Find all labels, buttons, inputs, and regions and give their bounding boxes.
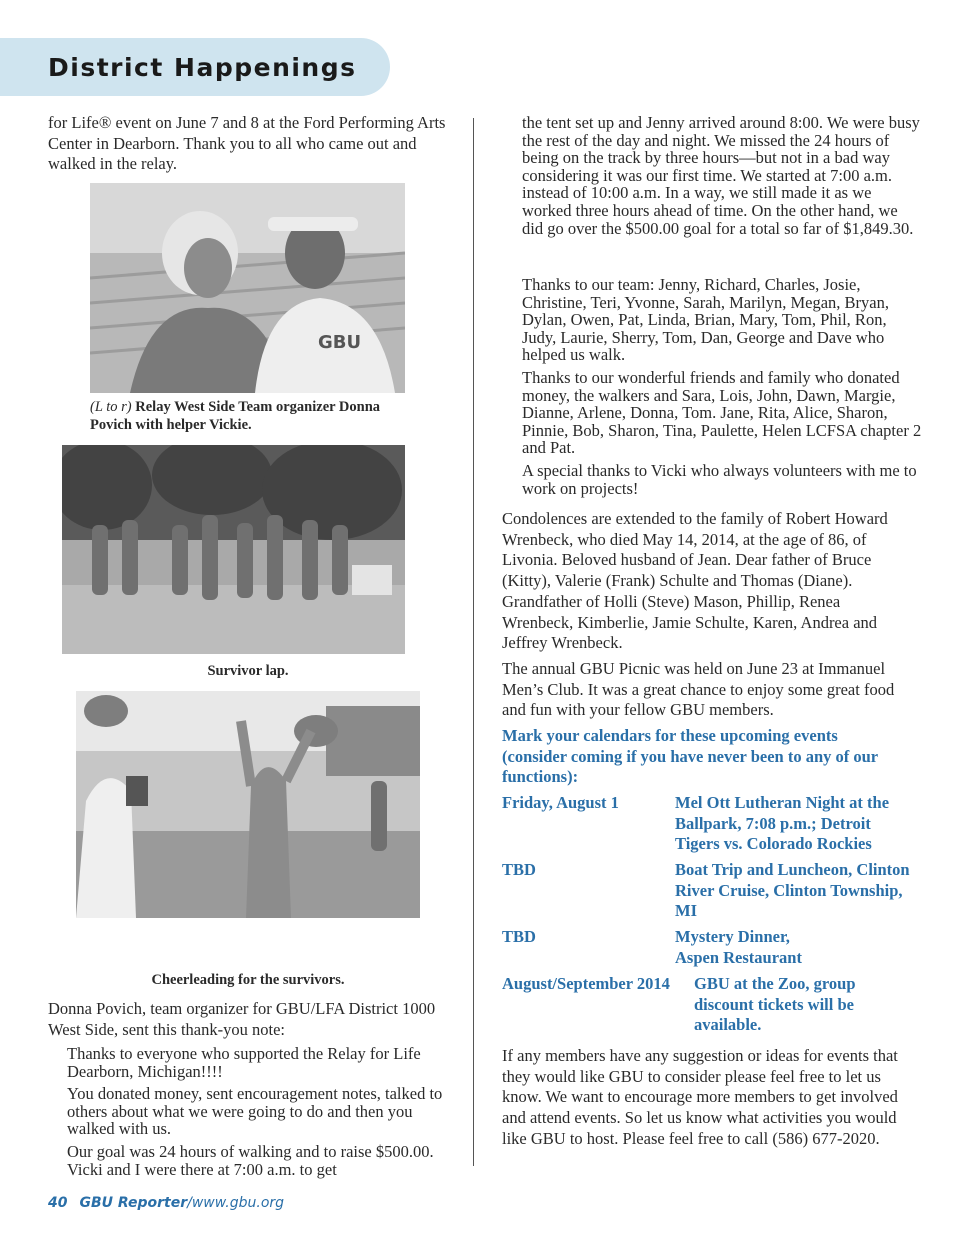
event-desc-3: Mystery Dinner, Aspen Restaurant xyxy=(675,927,802,967)
quote-paragraph-6: Thanks to our wonderful friends and family who donated money, the walkers and Sara, Lois, John, Dawn, Margie, Dianne, Arlene, Donna, Tom. Jane, Rita, Alice, Sharon, Pinnie, Bob, Sharon, Tina, Paulette, Helen LCFSA chapter 2 and Pat. xyxy=(522,368,922,458)
page-number: 40 xyxy=(48,1195,68,1211)
photo-survivor-lap xyxy=(62,445,405,654)
quote-paragraph-1: Thanks to everyone who supported the Relay for Life Dearborn, Michigan!!!! xyxy=(67,1044,421,1081)
photo-caption-1 xyxy=(90,398,420,434)
photo-caption-3: Cheerleading for the survivors. xyxy=(151,972,345,988)
svg-text:GBU: GBU xyxy=(318,332,362,353)
footer-brand: GBU Reporter xyxy=(79,1195,188,1211)
event-date-2: TBD xyxy=(502,860,536,879)
event-date-4: August/September 2014 xyxy=(502,974,670,993)
photo-cheerleading xyxy=(76,691,420,918)
page-footer xyxy=(48,1195,284,1211)
event-desc-2: Boat Trip and Luncheon, Clinton River Cruise, Clinton Township, MI xyxy=(675,860,910,921)
closing-paragraph: If any members have any suggestion or ideas for events that they would like GBU to consider please feel free to let us know. We want to encourage more members to get involved and attend events. So let us know what activities you would like GBU to host. Please feel free to call (586) 677-2020. xyxy=(502,1046,898,1148)
note-intro-paragraph: Donna Povich, team organizer for GBU/LFA District 1000 West Side, sent this thank-you note: xyxy=(48,999,436,1039)
quote-paragraph-2: You donated money, sent encouragement notes, talked to others about what we were going to do and then you walked with us. xyxy=(67,1084,443,1139)
caption-prefix: (L to r) xyxy=(90,399,132,415)
event-desc-4: GBU at the Zoo, group discount tickets will be available. xyxy=(694,974,856,1035)
event-date-3: TBD xyxy=(502,927,536,946)
photo-organizer-and-helper xyxy=(90,183,405,393)
event-date-1: Friday, August 1 xyxy=(502,793,619,812)
condolences-paragraph: Condolences are extended to the family of Robert Howard Wrenbeck, who died May 14, 2014, at the age of 86, of Livonia. Beloved husband of Jean. Dear father of Bruce (Kitty), Valerie (Frank) Schulte and Thomas (Diane). Grandfather of Holli (Steve) Mason, Phillip, Renea Wrenbeck, Kimberlie, Jamie Schulte, Karen, Andrea and Jeffrey Wrenbeck. xyxy=(502,509,888,653)
caption-text: Relay West Side Team organizer Donna Povich with helper Vickie. xyxy=(90,399,381,433)
column-divider xyxy=(473,118,474,1166)
footer-url[interactable]: /www.gbu.org xyxy=(187,1195,285,1211)
picnic-paragraph: The annual GBU Picnic was held on June 23 at Immanuel Men’s Club. It was a great chance to enjoy some great food and fun with your fellow GBU members. xyxy=(502,659,895,720)
quote-paragraph-4: the tent set up and Jenny arrived around 8:00. We were busy the rest of the day and night. We missed the 24 hours of being on the track by three hours—but not in a bad way considering it was our first time. We started at 7:00 a.m. instead of 10:00 a.m. In a way, we still made it as we worked three hours ahead of time. On the other hand, we did go over the $500.00 goal for a total so far of $1,849.30. xyxy=(522,113,920,238)
quote-paragraph-3: Our goal was 24 hours of walking and to raise $500.00. Vicki and I were there at 7:00 a.m. to get xyxy=(67,1142,434,1179)
page-title: District Happenings xyxy=(48,53,357,82)
calendar-intro: Mark your calendars for these upcoming events (consider coming if you have never been to any of our functions): xyxy=(502,726,878,787)
intro-paragraph: for Life® event on June 7 and 8 at the Ford Performing Arts Center in Dearborn. Thank you to all who came out and walked in the relay. xyxy=(48,113,446,174)
quote-paragraph-7: A special thanks to Vicki who always volunteers with me to work on projects! xyxy=(522,461,917,498)
photo-caption-2: Survivor lap. xyxy=(207,663,289,679)
quote-paragraph-5: Thanks to our team: Jenny, Richard, Charles, Josie, Christine, Teri, Yvonne, Sarah, Marilyn, Megan, Bryan, Dylan, Owen, Pat, Linda, Brian, Mary, Tom, Phil, Ron, Judy, Laurie, Sherry, Tom, Dan, George and Dave who helped us walk. xyxy=(522,275,889,365)
event-desc-1: Mel Ott Lutheran Night at the Ballpark, 7:08 p.m.; Detroit Tigers vs. Colorado Rockies xyxy=(675,793,890,854)
